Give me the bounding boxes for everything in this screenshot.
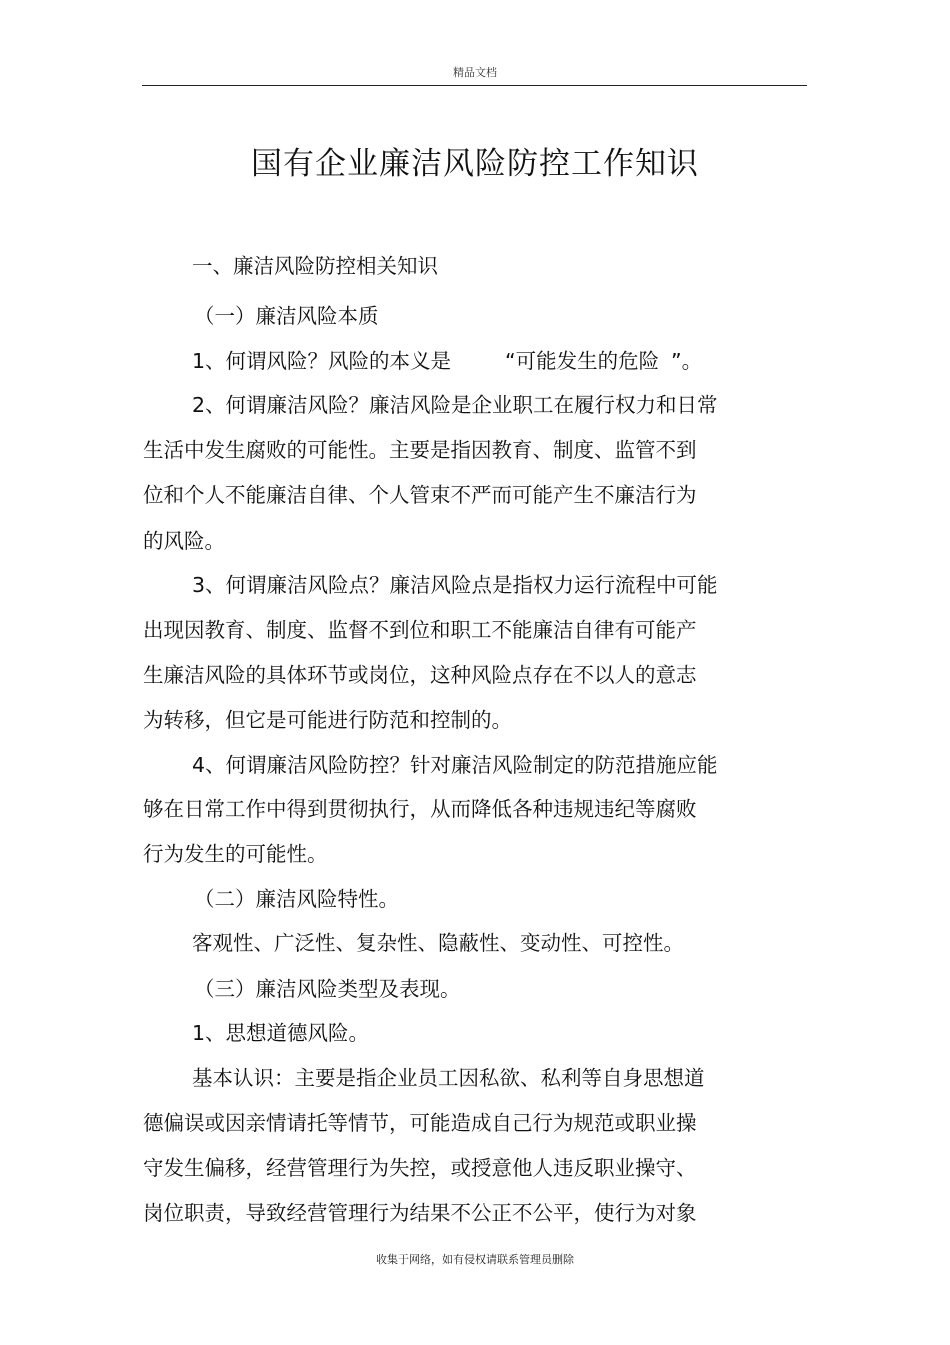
paragraph-line: 出现因教育、制度、监督不到位和职工不能廉洁自律有可能产: [143, 618, 697, 642]
paragraph-line: 为转移，但它是可能进行防范和控制的。: [143, 708, 512, 732]
paragraph-line-quote: “可能发生的危险: [505, 349, 660, 373]
paragraph-line: 4、何谓廉洁风险防控？针对廉洁风险制定的防范措施应能: [192, 753, 718, 777]
paragraph-line: 2、何谓廉洁风险？廉洁风险是企业职工在履行权力和日常: [192, 393, 718, 417]
page-footer-note: 收集于网络，如有侵权请联系管理员删除: [376, 1253, 574, 1266]
paragraph-line: 岗位职责，导致经营管理行为结果不公正不公平，使行为对象: [143, 1201, 697, 1225]
subsection-heading: （三）廉洁风险类型及表现。: [194, 977, 461, 1001]
paragraph-line: 德偏误或因亲情请托等情节，可能造成自己行为规范或职业操: [143, 1111, 697, 1135]
paragraph-line: 行为发生的可能性。: [143, 842, 328, 866]
section-heading: 一、廉洁风险防控相关知识: [192, 254, 438, 278]
subsection-heading: （二）廉洁风险特性。: [194, 887, 399, 911]
paragraph-line-quote-end: ”。: [671, 349, 703, 373]
paragraph-line: 1、何谓风险？风险的本义是: [192, 349, 452, 373]
paragraph-line: 1、思想道德风险。: [192, 1021, 370, 1045]
paragraph-line: 3、何谓廉洁风险点？廉洁风险点是指权力运行流程中可能: [192, 573, 718, 597]
paragraph-line: 客观性、广泛性、复杂性、隐蔽性、变动性、可控性。: [192, 931, 684, 955]
document-title: 国有企业廉洁风险防控工作知识: [251, 146, 699, 182]
paragraph-line: 生廉洁风险的具体环节或岗位，这种风险点存在不以人的意志: [143, 663, 697, 687]
paragraph-line: 位和个人不能廉洁自律、个人管束不严而可能产生不廉洁行为: [143, 483, 697, 507]
paragraph-line: 的风险。: [143, 529, 225, 553]
paragraph-line: 生活中发生腐败的可能性。主要是指因教育、制度、监管不到: [143, 438, 697, 462]
paragraph-line: 够在日常工作中得到贯彻执行，从而降低各种违规违纪等腐败: [143, 797, 697, 821]
paragraph-line: 守发生偏移，经营管理行为失控，或授意他人违反职业操守、: [143, 1156, 697, 1180]
page-header-label: 精品文档: [453, 66, 497, 79]
paragraph-line: 基本认识：主要是指企业员工因私欲、私利等自身思想道: [192, 1066, 705, 1090]
header-divider: [142, 85, 807, 86]
subsection-heading: （一）廉洁风险本质: [194, 304, 379, 328]
